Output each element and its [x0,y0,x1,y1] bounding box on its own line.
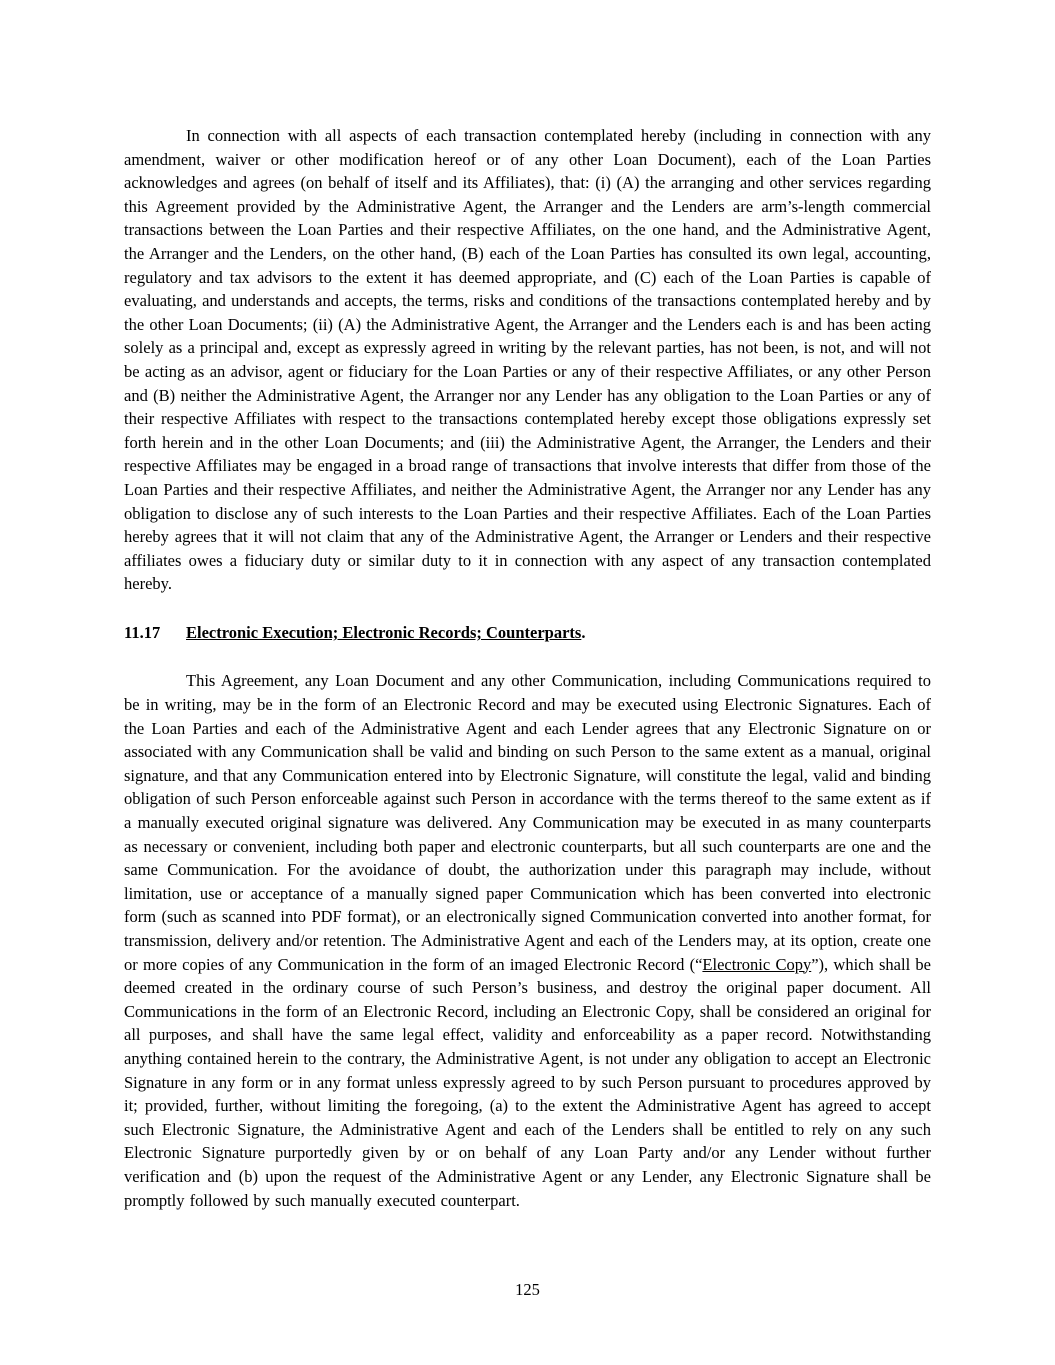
section-heading [124,621,931,645]
paragraph-electronic-execution [124,669,931,1212]
document-content [124,124,931,1212]
section-title-period: . [581,622,586,642]
paragraph-text-before-term: This Agreement, any Loan Document and any other Communication, including Communications required to be in writing, may be in the form of an Electronic Record and may be executed using Electronic Signatures. Each of the Loan Parties and each of the Administrative Agent and each Lender agrees that any Electronic Signature on or associated with any Communication shall be valid and binding on such Person to the same extent as a manual, original signature, and that any Communication entered into by Electronic Signature, will constitute the legal, valid and binding obligation of such Person enforceable against such Person in accordance with the terms thereof to the same extent as if a manually executed original signature was delivered. Any Communication may be executed in as many counterparts as necessary or convenient, including both paper and electronic counterparts, but all such counterparts are one and the same Communication. For the avoidance of doubt, the authorization under this paragraph may include, without limitation, use or acceptance of a manually signed paper Communication which has been converted into electronic form (such as scanned into PDF format), or an electronically signed Communication converted into another format, for transmission, delivery and/or retention. The Administrative Agent and each of the Lenders may, at its option, create one or more copies of any Communication in the form of an imaged Electronic Record (“ [124,671,931,974]
defined-term-electronic-copy: Electronic Copy [702,954,812,974]
section-number: 11.17 [124,622,161,642]
page-number: 125 [515,1280,540,1299]
paragraph-fiduciary-acknowledgement: In connection with all aspects of each transaction contemplated hereby (including in connection with any amendment, waiver or other modification hereof or of any other Loan Document), each of the Loan Parties acknowledges and agrees (on behalf of itself and its Affiliates), that: (i) (A) the arranging and other services regarding this Agreement provided by the Administrative Agent, the Arranger and the Lenders are arm’s-length commercial transactions between the Loan Parties and their respective Affiliates, on the one hand, and the Administrative Agent, the Arranger and the Lenders, on the other hand, (B) each of the Loan Parties has consulted its own legal, accounting, regulatory and tax advisors to the extent it has deemed appropriate, and (C) each of the Loan Parties is capable of evaluating, and understands and accepts, the terms, risks and conditions of the transactions contemplated hereby and by the other Loan Documents; (ii) (A) the Administrative Agent, the Arranger and the Lenders each is and has been acting solely as a principal and, except as expressly agreed in writing by the relevant parties, has not been, is not, and will not be acting as an advisor, agent or fiduciary for the Loan Parties or any of their respective Affiliates, or any other Person and (B) neither the Administrative Agent, the Arranger nor any Lender has any obligation to the Loan Parties or any of their respective Affiliates with respect to the transactions contemplated hereby except those obligations expressly set forth herein and in the other Loan Documents; and (iii) the Administrative Agent, the Arranger, the Lenders and their respective Affiliates may be engaged in a broad range of transactions that involve interests that differ from those of the Loan Parties and their respective Affiliates, and neither the Administrative Agent, the Arranger nor any Lender has any obligation to disclose any of such interests to the Loan Parties and their respective Affiliates. Each of the Loan Parties hereby agrees that it will not claim that any of the Administrative Agent, the Arranger or Lenders and their respective affiliates owes a fiduciary duty or similar duty to it in connection with any aspect of any transaction contemplated hereby. [124,126,931,594]
paragraph-text-after-term: ”), which shall be deemed created in the ordinary course of such Person’s business, and destroy the original paper document. All Communications in the form of an Electronic Record, including an Electronic Copy, shall be considered an original for all purposes, and shall have the same legal effect, validity and enforceability as a paper record. Notwithstanding anything contained herein to the contrary, the Administrative Agent, is not under any obligation to accept an Electronic Signature in any form or in any format unless expressly agreed to by such Person pursuant to procedures approved by it; provided, further, without limiting the foregoing, (a) to the extent the Administrative Agent has agreed to accept such Electronic Signature, the Administrative Agent and each of the Lenders shall be entitled to rely on any such Electronic Signature purportedly given by or on behalf of any Loan Party and/or any Lender without further verification and (b) upon the request of the Administrative Agent or any Lender, any Electronic Signature shall be promptly followed by such manually executed counterpart. [124,954,931,1210]
section-title: Electronic Execution; Electronic Records; Counterparts [186,622,582,642]
